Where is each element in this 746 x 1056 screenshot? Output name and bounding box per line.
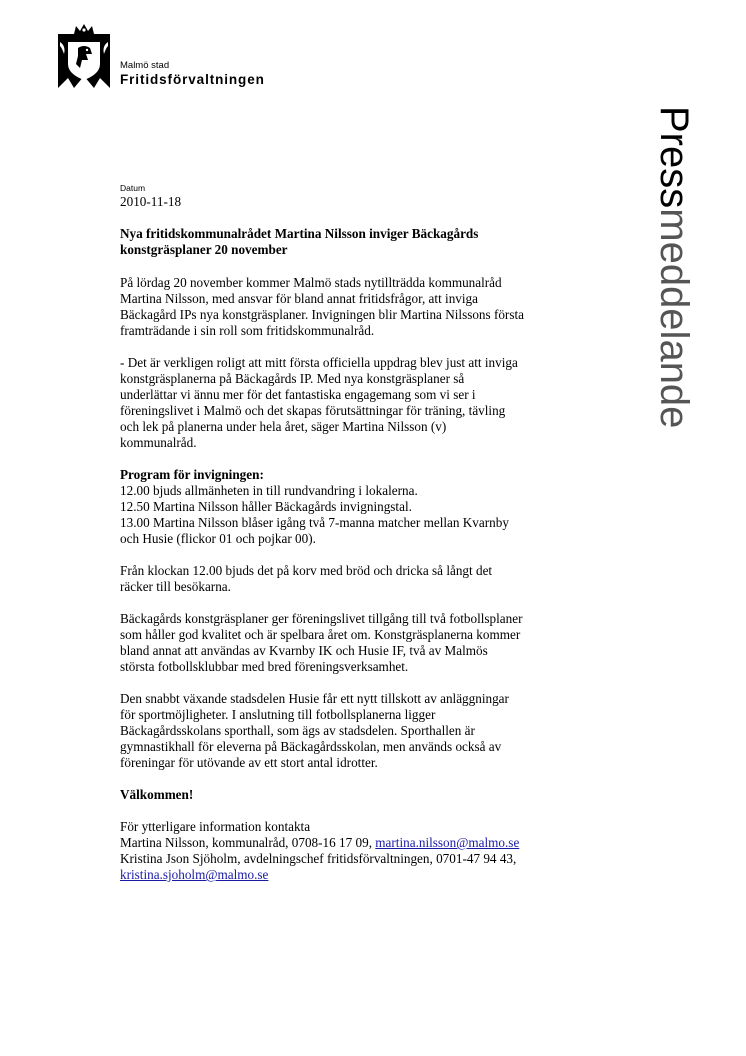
text-line: Bäckagårds konstgräsplaner ger föreningslivet tillgång till två fotbollsplaner (120, 611, 523, 626)
text-line: framträdande i sin roll som fritidskommunalråd. (120, 323, 375, 338)
date-label: Datum (120, 183, 146, 193)
program-section (120, 467, 590, 547)
text-line: kommunalråd. (120, 435, 197, 450)
program-item: 12.50 Martina Nilsson håller Bäckagårds invigningstal. (120, 499, 412, 514)
text-line: Martina Nilsson, med ansvar för bland annat fritidsfrågor, att inviga (120, 291, 479, 306)
text-line: räcker till besökarna. (120, 579, 231, 594)
press-label-light: meddelande (652, 208, 696, 429)
department-name: Fritidsförvaltningen (120, 72, 265, 87)
text-line: konstgräsplanerna på Bäckagårds IP. Med nya konstgräsplaner så (120, 371, 465, 386)
program-heading: Program för invigningen: (120, 467, 264, 482)
food-paragraph (120, 563, 590, 595)
city-name: Malmö stad (120, 60, 170, 71)
text-line: och lek på planerna under hela året, säger Martina Nilsson (v) (120, 419, 447, 434)
press-label-dark: Press (652, 106, 696, 209)
text-line: underlättar vi ännu mer för det fantastiska engagemang som vi ser i (120, 387, 476, 402)
text-line: föreningar för utövande av ett stort antal idrotter. (120, 755, 378, 770)
text-line: På lördag 20 november kommer Malmö stads nytillträdda kommunalråd (120, 275, 502, 290)
malmo-griffin-crest-icon (54, 24, 114, 90)
contact-1-email-link[interactable]: martina.nilsson@malmo.se (375, 835, 520, 850)
press-release-label (648, 106, 700, 428)
contact-section (120, 819, 590, 883)
text-line: största fotbollsklubbar med bred föreningsverksamhet. (120, 659, 409, 674)
text-line: som håller god kvalitet och är spelbara året om. Konstgräsplanerna kommer (120, 627, 521, 642)
text-line: Från klockan 12.00 bjuds det på korv med bröd och dricka så långt det (120, 563, 493, 578)
text-line: bland annat att användas av Kvarnby IK och Husie IF, två av Malmös (120, 643, 488, 658)
program-item: och Husie (flickor 01 och pojkar 00). (120, 531, 316, 546)
headline (120, 226, 590, 258)
intro-paragraph (120, 275, 590, 339)
contact-2: Kristina Json Sjöholm, avdelningschef fritidsförvaltningen, 0701-47 94 43, (120, 851, 517, 866)
text-line: Bäckagårdsskolans sporthall, som ägs av stadsdelen. Sporthallen är (120, 723, 475, 738)
program-item: 12.00 bjuds allmänheten in till rundvandring i lokalerna. (120, 483, 418, 498)
text-line: Bäckagård IPs nya konstgräsplaner. Invigningen blir Martina Nilssons första (120, 307, 524, 322)
text-line: - Det är verkligen roligt att mitt första officiella uppdrag blev just att inviga (120, 355, 518, 370)
program-item: 13.00 Martina Nilsson blåser igång två 7-manna matcher mellan Kvarnby (120, 515, 509, 530)
contact-intro: För ytterligare information kontakta (120, 819, 311, 834)
district-paragraph (120, 691, 590, 771)
text-line: gymnastikhall för eleverna på Bäckagårdsskolan, men används också av (120, 739, 502, 754)
headline-line: konstgräsplaner 20 november (120, 242, 288, 257)
headline-line: Nya fritidskommunalrådet Martina Nilsson inviger Bäckagårds (120, 226, 479, 241)
contact-1: Martina Nilsson, kommunalråd, 0708-16 17 09, (120, 835, 376, 850)
contact-2-email-link[interactable]: kristina.sjoholm@malmo.se (120, 867, 269, 882)
text-line: för sportmöjligheter. I anslutning till fotbollsplanerna ligger (120, 707, 436, 722)
text-line: föreningslivet i Malmö och det skapas förutsättningar för träning, tävling (120, 403, 506, 418)
text-line: Den snabbt växande stadsdelen Husie får ett nytt tillskott av anläggningar (120, 691, 509, 706)
quote-paragraph (120, 355, 590, 451)
press-release-body (120, 183, 590, 899)
date-value: 2010-11-18 (120, 194, 182, 209)
welcome-text: Välkommen! (120, 787, 194, 802)
facility-paragraph (120, 611, 590, 675)
